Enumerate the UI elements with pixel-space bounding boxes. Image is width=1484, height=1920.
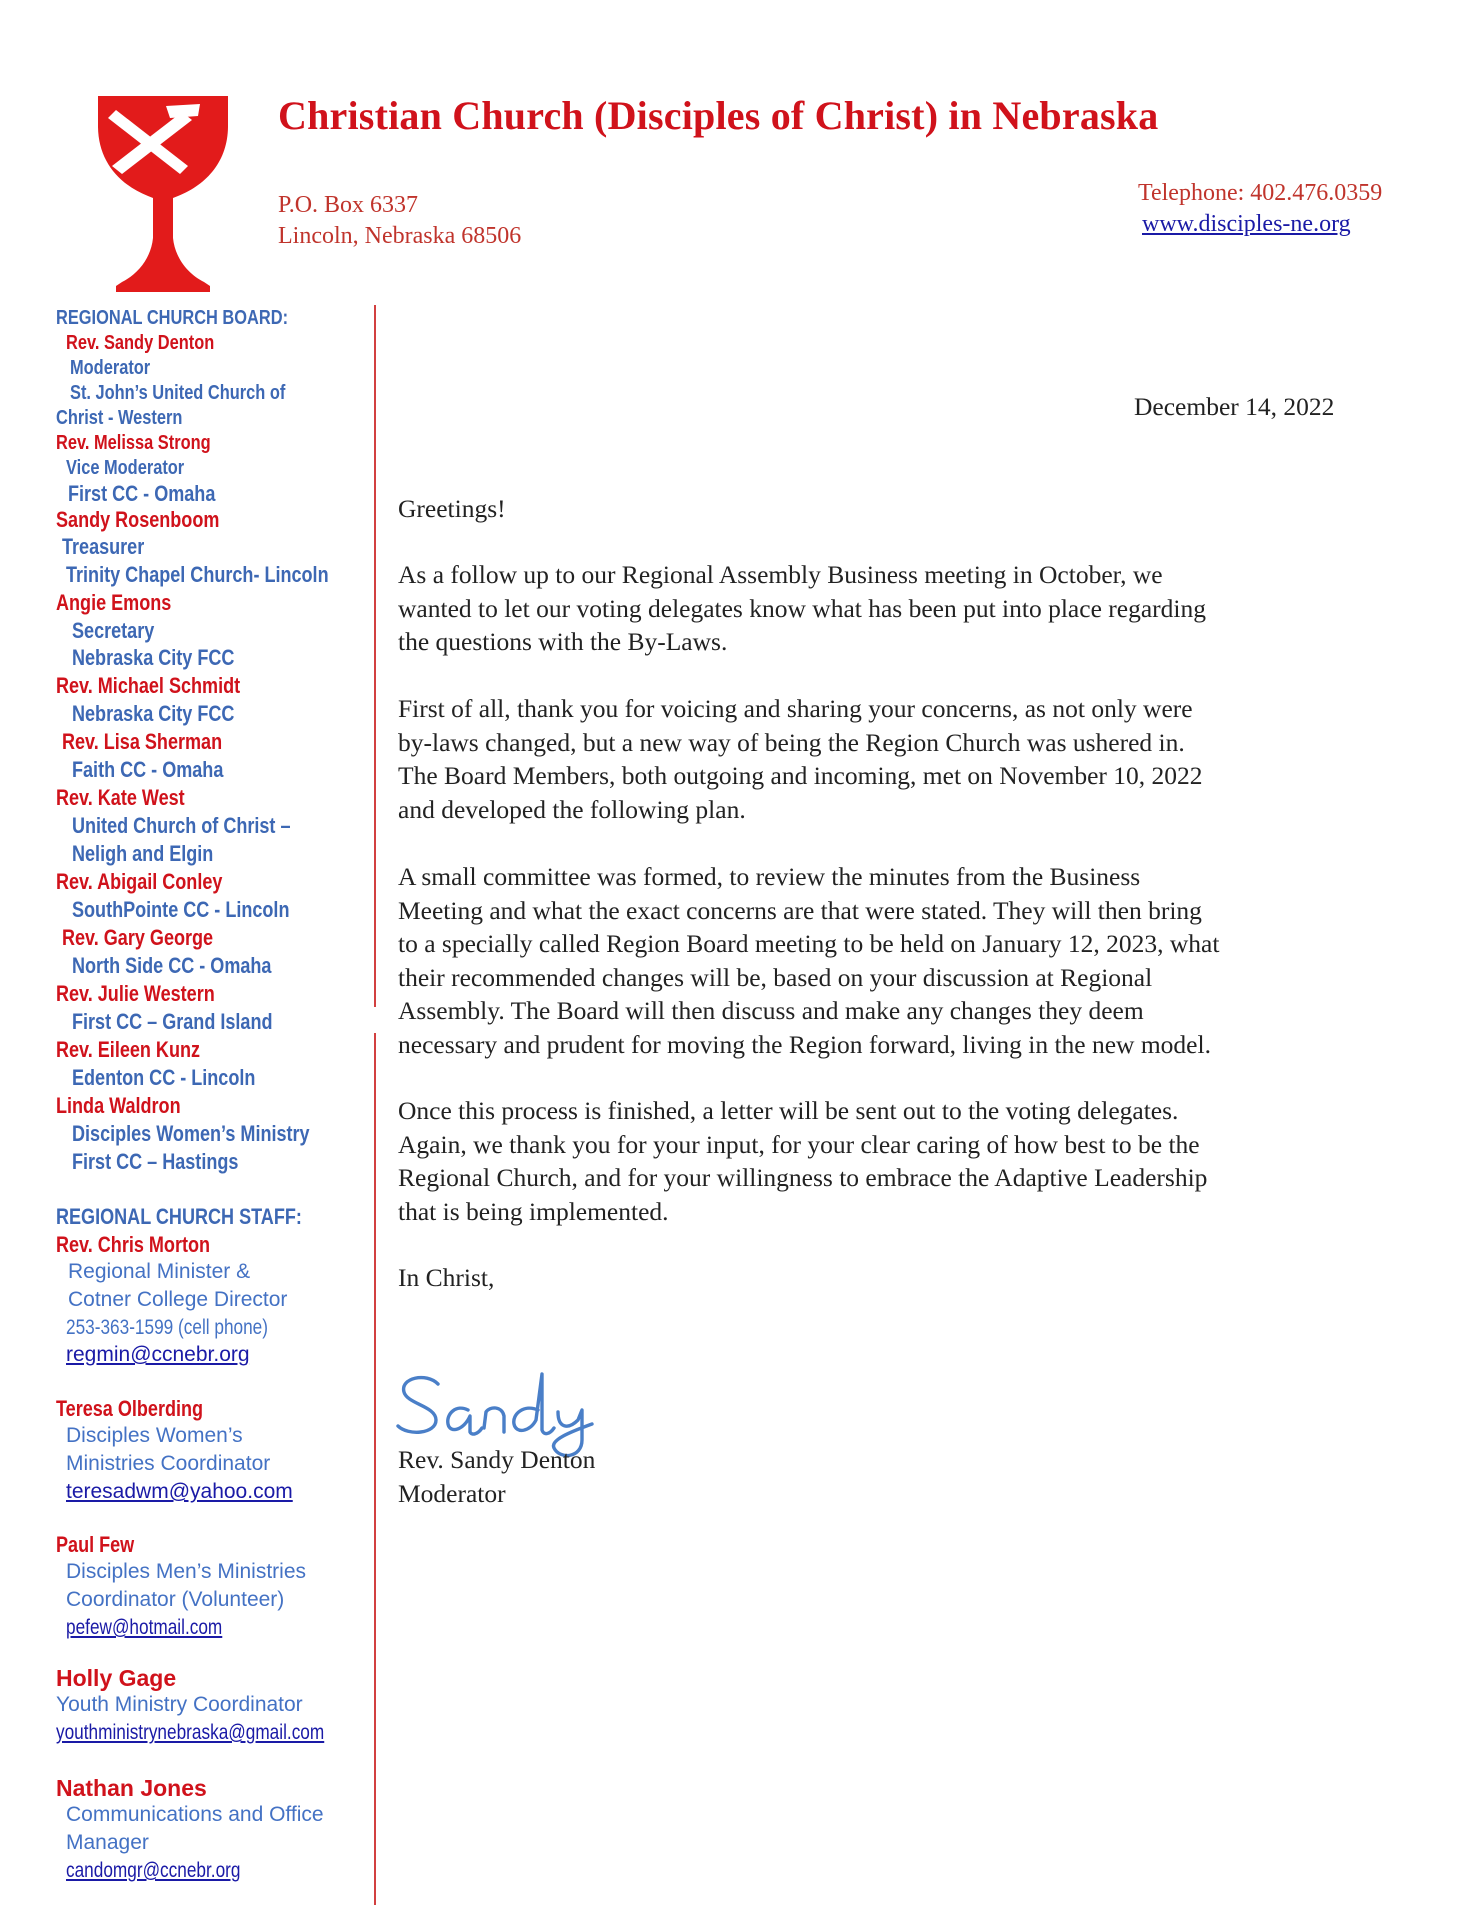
telephone: Telephone: 402.476.0359: [1138, 180, 1383, 206]
address-line: Lincoln, Nebraska 68506: [278, 223, 522, 249]
staff-role: Communications and Office: [66, 1803, 324, 1826]
board-member-church: North Side CC - Omaha: [72, 953, 272, 978]
board-member-name: Rev. Abigail Conley: [56, 869, 223, 894]
staff-phone: 253-363-1599 (cell phone): [66, 1316, 269, 1339]
staff-name: Paul Few: [56, 1532, 135, 1557]
paragraph-line: to a specially called Region Board meeting to be held on January 12, 2023, what: [398, 929, 1220, 958]
board-member-name: Linda Waldron: [56, 1093, 181, 1118]
staff-email-link[interactable]: regmin@ccnebr.org: [66, 1343, 250, 1366]
board-member-church: United Church of Christ –: [72, 813, 291, 838]
paragraph-line: First of all, thank you for voicing and sharing your concerns, as not only were: [398, 694, 1193, 723]
paragraph: [398, 692, 1203, 826]
paragraph-line: Regional Church, and for your willingness to embrace the Adaptive Leadership: [398, 1163, 1208, 1192]
board-member-name: Rev. Gary George: [62, 925, 214, 950]
contact-info: [1138, 178, 1382, 240]
staff-name: Holly Gage: [56, 1665, 177, 1691]
paragraph-line: by-laws changed, but a new way of being the Region Church was ushered in.: [398, 727, 1185, 757]
paragraph-line: Assembly. The Board will then discuss and make any changes they deem: [398, 996, 1144, 1025]
signer-block: [398, 1443, 595, 1510]
paragraph-line: A small committee was formed, to review the minutes from the Business: [398, 862, 1141, 891]
paragraph-line: Meeting and what the exact concerns are that were stated. They will then bring: [398, 895, 1202, 925]
staff-name: Nathan Jones: [56, 1775, 207, 1801]
paragraph-line: that is being implemented.: [398, 1196, 669, 1226]
staff-name: Rev. Chris Morton: [56, 1232, 211, 1257]
paragraph-line: Once this process is finished, a letter will be sent out to the voting delegates.: [398, 1096, 1179, 1125]
board-member-church: Neligh and Elgin: [72, 841, 214, 866]
board-member-name: Rev. Eileen Kunz: [56, 1037, 201, 1062]
staff-role: Disciples Women’s: [66, 1424, 243, 1447]
greeting: Greetings!: [398, 494, 506, 523]
staff-role: Manager: [66, 1831, 149, 1854]
paragraph-line: and developed the following plan.: [398, 794, 746, 824]
staff-role: Ministries Coordinator: [66, 1452, 271, 1475]
board-member-church: Edenton CC - Lincoln: [72, 1065, 256, 1090]
staff-role: Youth Ministry Coordinator: [56, 1693, 303, 1716]
board-member-role: Secretary: [72, 618, 155, 643]
board-member-church: Christ - Western: [56, 407, 183, 429]
board-member-role: Vice Moderator: [66, 457, 185, 479]
paragraph: [398, 558, 1206, 659]
board-member-church: St. John’s United Church of: [70, 382, 286, 404]
board-member-name: Rev. Julie Western: [56, 981, 215, 1006]
board-member-role: Treasurer: [62, 534, 145, 559]
board-member-role: Moderator: [70, 357, 151, 379]
signer-title: Moderator: [398, 1478, 506, 1508]
paragraph-line: the questions with the By-Laws.: [398, 627, 728, 656]
sidebar-divider: [374, 1033, 376, 1905]
board-member-church: Faith CC - Omaha: [72, 757, 224, 782]
board-member-role: Disciples Women’s Ministry: [72, 1121, 310, 1146]
board-member-church: First CC – Hastings: [72, 1149, 239, 1174]
board-member-church: SouthPointe CC - Lincoln: [72, 897, 290, 922]
paragraph-line: The Board Members, both outgoing and incoming, met on November 10, 2022: [398, 761, 1203, 790]
paragraph-line: As a follow up to our Regional Assembly Business meeting in October, we: [398, 560, 1163, 589]
board-member-name: Rev. Kate West: [56, 785, 185, 810]
board-member-name: Rev. Michael Schmidt: [56, 673, 241, 698]
staff-email-link[interactable]: candomgr@ccnebr.org: [66, 1859, 241, 1882]
paragraph-line: their recommended changes will be, based on your discussion at Regional: [398, 962, 1153, 992]
board-member-church: First CC – Grand Island: [72, 1009, 273, 1034]
signer-name: Rev. Sandy Denton: [398, 1445, 596, 1474]
paragraph-line: necessary and prudent for moving the Region forward, living in the new model.: [398, 1029, 1211, 1059]
staff-role: Coordinator (Volunteer): [66, 1588, 285, 1611]
board-member-church: First CC - Omaha: [68, 481, 216, 506]
board-member-name: Rev. Lisa Sherman: [62, 729, 223, 754]
board-member-name: Rev. Melissa Strong: [56, 432, 211, 454]
board-member-name: Sandy Rosenboom: [56, 507, 220, 532]
staff-role: Disciples Men’s Ministries: [66, 1560, 307, 1583]
staff-name: Teresa Olberding: [56, 1396, 204, 1421]
board-member-name: Rev. Sandy Denton: [66, 332, 215, 354]
sidebar: [0, 0, 372, 1920]
board-member-church: Trinity Chapel Church- Lincoln: [66, 562, 329, 587]
paragraph: [398, 860, 1219, 1061]
staff-email-link[interactable]: teresadwm@yahoo.com: [66, 1480, 293, 1503]
staff-heading: REGIONAL CHURCH STAFF:: [56, 1204, 302, 1229]
paragraph-line: wanted to let our voting delegates know what has been put into place regarding: [398, 593, 1206, 623]
staff-email-link[interactable]: pefew@hotmail.com: [66, 1616, 223, 1639]
letter-date: December 14, 2022: [1134, 392, 1335, 421]
board-member-church: Nebraska City FCC: [72, 645, 235, 670]
address-line: P.O. Box 6337: [278, 192, 419, 218]
staff-role: Cotner College Director: [68, 1288, 288, 1311]
website-link[interactable]: www.disciples-ne.org: [1142, 211, 1351, 237]
staff-email-link[interactable]: youthministrynebraska@gmail.com: [56, 1721, 325, 1744]
paragraph-line: Again, we thank you for your input, for your clear caring of how best to be the: [398, 1129, 1200, 1159]
sidebar-divider: [374, 305, 376, 1007]
staff-role: Regional Minister &: [68, 1260, 251, 1283]
closing: In Christ,: [398, 1263, 495, 1292]
board-heading: REGIONAL CHURCH BOARD:: [56, 307, 289, 329]
board-member-name: Angie Emons: [56, 590, 172, 615]
organization-title: Christian Church (Disciples of Christ) in Nebraska: [278, 93, 1159, 138]
paragraph: [398, 1094, 1207, 1228]
board-member-church: Nebraska City FCC: [72, 701, 235, 726]
